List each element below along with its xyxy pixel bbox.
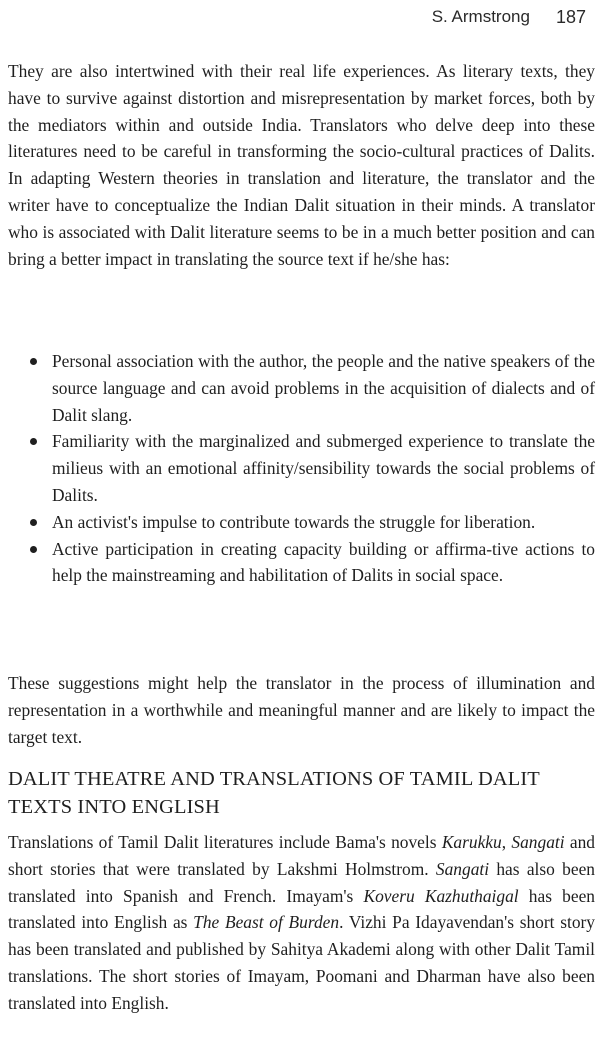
bullet-section xyxy=(8,348,595,589)
section-heading: DALIT THEATRE AND TRANSLATIONS OF TAMIL DALIT TEXTS INTO ENGLISH xyxy=(8,768,540,818)
bullet-list xyxy=(8,348,595,589)
bullet-icon xyxy=(30,438,37,445)
bullet-item xyxy=(8,428,595,508)
body-paragraph-2 xyxy=(8,670,595,750)
body-paragraph-1 xyxy=(8,58,595,272)
text-run: . Vizhi Pa Idayavendan's short story has been translated and published by Sahitya Akademi along with other Dalit Tamil translations. The short stories of Imayam, Poomani and Dharman have also been translated into English. xyxy=(8,912,596,1013)
paragraph-text: These suggestions might help the translator in the process of illumination and representation in a worthwhile and meaningful manner and are likely to impact the target text. xyxy=(8,673,595,747)
work-title: Sangati xyxy=(435,858,490,879)
running-head xyxy=(432,2,586,32)
body-paragraph-3 xyxy=(8,829,595,1017)
bullet-text: Active participation in creating capacity building or affirma-tive actions to help the mainstreaming and habilitation of Dalits in social space. xyxy=(52,538,595,586)
bullet-icon xyxy=(30,358,37,365)
bullet-text: Familiarity with the marginalized and submerged experience to translate the milieus with an emotional affinity/sensibility towards the social problems of Dalits. xyxy=(52,431,595,505)
text-run: and short stories that were translated by Lakshmi Holmstrom. xyxy=(8,832,595,879)
bullet-text: An activist's impulse to contribute towards the struggle for liberation. xyxy=(52,511,536,532)
bullet-item xyxy=(8,348,595,428)
text-run: Translations of Tamil Dalit literatures include Bama's novels xyxy=(8,832,442,852)
bullet-item xyxy=(8,536,595,590)
paragraph-text xyxy=(8,829,595,1017)
bullet-icon xyxy=(30,519,37,526)
bullet-text: Personal association with the author, the people and the native speakers of the source language and can avoid problems in the acquisition of dialects and of Dalit slang. xyxy=(52,351,595,425)
work-title: Sangati xyxy=(511,832,565,852)
text-run: , xyxy=(501,832,512,852)
paragraph-text: They are also intertwined with their real life experiences. As literary texts, they have to survive against distortion and misrepresentation by market forces, both by the mediators within and outside India. Translators who delve deep into these literatures need to be careful in transforming the socio-cultural practices of Dalits. In adapting Western theories in translation and literature, the translator and the writer have to conceptualize the Indian Dalit situation in their minds. A translator who is associated with Dalit literature seems to be in a much better position and can bring a better impact in translating the source text if he/she has: xyxy=(8,61,595,269)
work-title: Koveru Kazhuthaigal xyxy=(363,885,519,906)
running-head-author: S. Armstrong xyxy=(431,7,530,26)
work-title: The Beast of Burden xyxy=(193,912,340,933)
page-number: 187 xyxy=(555,6,586,27)
bullet-item xyxy=(8,509,595,536)
work-title: Karukku xyxy=(441,832,502,852)
bullet-icon xyxy=(30,546,37,553)
text-run: has been translated into English as xyxy=(8,885,595,933)
text-run: has also been translated into Spanish and French. Imayam's xyxy=(8,858,595,906)
